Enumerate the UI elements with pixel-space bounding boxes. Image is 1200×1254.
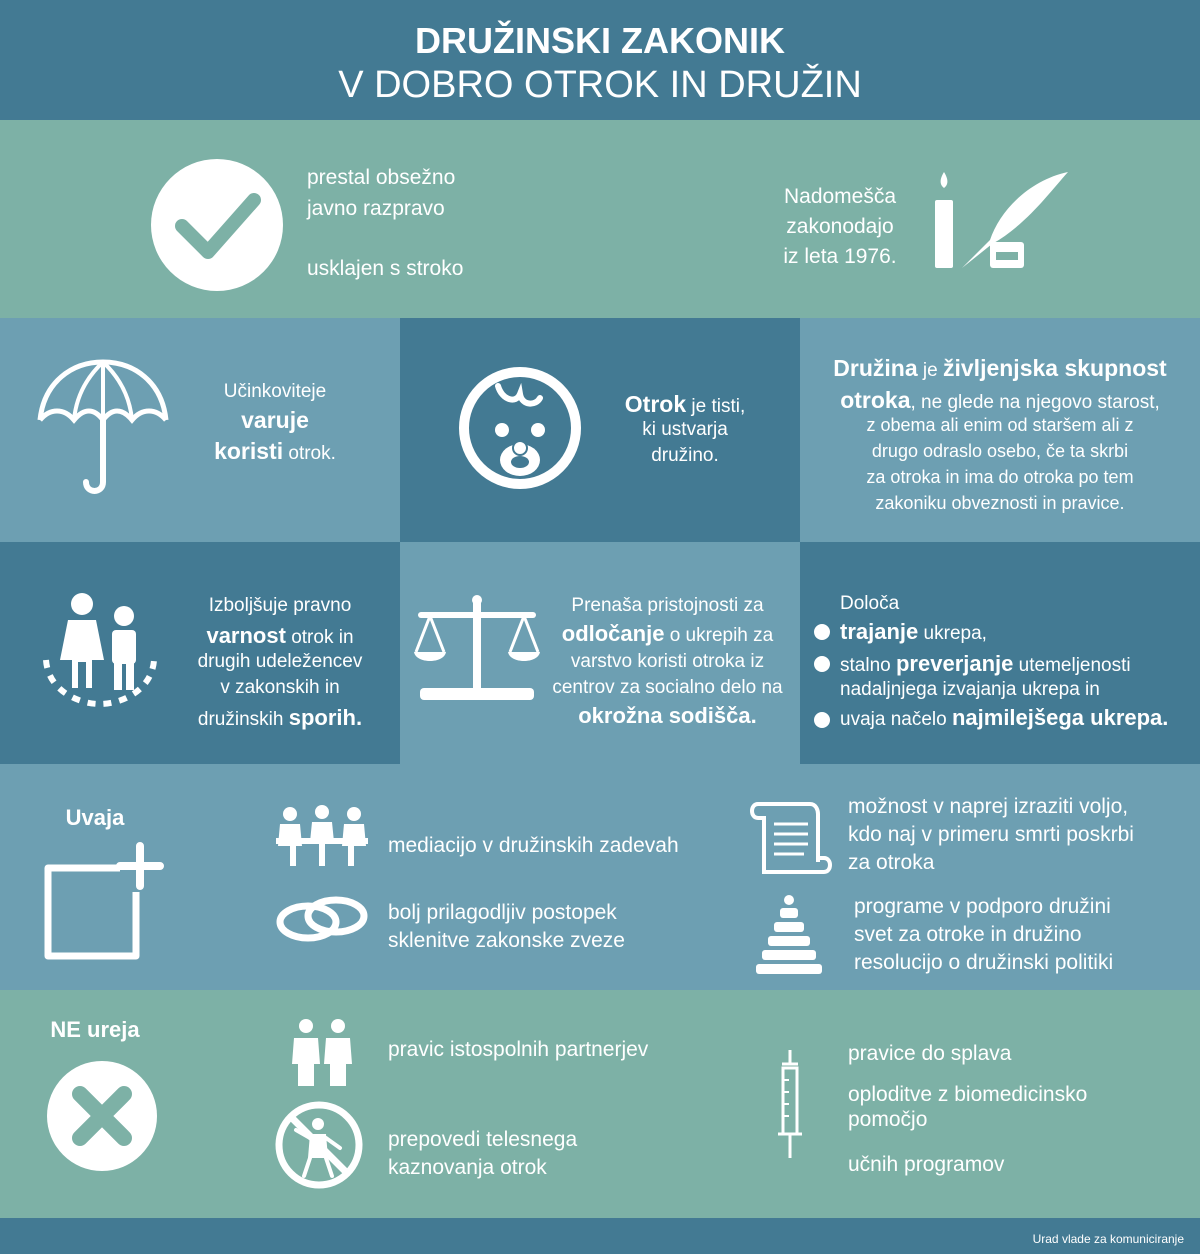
courts-text-3: varstvo koristi otroka iz — [570, 651, 765, 672]
family-text-1-mid: je — [917, 360, 943, 381]
courts-text-2-bold: odločanje — [561, 621, 665, 646]
family-text-2-bold: otroka — [840, 387, 911, 413]
courts-text-2-rest: o ukrepih za — [664, 625, 774, 646]
same-sex-couple-icon — [290, 1018, 354, 1088]
wedding-rings-icon — [276, 892, 368, 944]
introduces-label: Uvaja — [65, 805, 125, 830]
courts-text-4: centrov za socialno delo na — [552, 677, 783, 698]
family-text-2-rest: , ne glede na njegovo starost, — [910, 392, 1160, 413]
umbrella-text-3 — [180, 437, 370, 466]
child-text-2: ki ustvarja — [642, 419, 728, 440]
x-circle-icon — [46, 1060, 158, 1172]
family-text-3: z obema ali enim od staršem ali z — [866, 415, 1134, 435]
bullet-dot-2 — [814, 656, 830, 672]
page-subtitle: V DOBRO OTROK IN DRUŽIN — [338, 64, 862, 106]
child-text-3: družino. — [651, 445, 719, 466]
approval-text-3: usklajen s stroko — [307, 257, 464, 280]
checkmark-icon — [150, 158, 284, 292]
replace-text-1: Nadomešča — [783, 185, 897, 208]
security-text-1: Izboljšuje pravno — [208, 595, 352, 616]
stacking-rings-icon — [756, 894, 822, 974]
candle-quill-icon — [930, 170, 1070, 270]
mediation-text: mediacijo v družinskih zadevah — [388, 834, 679, 857]
no-punishment-icon — [274, 1100, 364, 1190]
family-text-1 — [800, 354, 1200, 383]
family-text-1-bold-b: življenjska skupnost — [943, 355, 1167, 381]
not-regulated-label: NE ureja — [50, 1017, 140, 1042]
security-text-5 — [170, 704, 390, 732]
same-sex-text: pravic istospolnih partnerjev — [388, 1038, 649, 1061]
will-text-3: za otroka — [848, 851, 935, 874]
programs-text-1: programe v podporo družini — [854, 895, 1111, 918]
courts-text-1: Prenaša pristojnosti za — [571, 595, 764, 616]
security-text-3: drugih udeležencev — [197, 651, 363, 672]
security-text-2-rest: otrok in — [285, 627, 354, 648]
ivf-text-1: oploditve z biomedicinsko — [848, 1083, 1088, 1106]
curriculum-text: učnih programov — [848, 1153, 1005, 1176]
courts-text-5: okrožna sodišča. — [578, 703, 757, 728]
baby-icon — [458, 366, 582, 490]
ivf-text-2: pomočjo — [848, 1108, 928, 1131]
defines-bullet-3-bold: najmilejšega ukrepa. — [951, 705, 1169, 730]
family-text-6: zakoniku obveznosti in pravice. — [875, 493, 1125, 513]
defines-bullet-3-a: uvaja načelo — [840, 709, 952, 730]
marriage-text-2: sklenitve zakonske zveze — [388, 929, 625, 952]
add-box-icon — [40, 842, 164, 962]
defines-bullet-1-rest: ukrepa, — [918, 623, 987, 644]
page-title: DRUŽINSKI ZAKONIK — [415, 20, 785, 61]
abortion-text: pravice do splava — [848, 1042, 1012, 1065]
defines-heading: Določa — [840, 593, 900, 614]
syringe-icon — [776, 1050, 804, 1160]
footer-credit: Urad vlade za komuniciranje — [1032, 1232, 1184, 1246]
umbrella-text-2: varuje — [241, 407, 309, 433]
security-text-5-bold: sporih. — [288, 705, 363, 730]
programs-text-3: resolucijo o družinski politiki — [854, 951, 1114, 974]
umbrella-text-1: Učinkoviteje — [223, 381, 327, 402]
scales-icon — [412, 594, 542, 702]
security-text-2-bold: varnost — [206, 623, 286, 648]
defines-bullet-2 — [840, 650, 1131, 678]
security-text-4: v zakonskih in — [220, 677, 340, 698]
child-text-1-bold: Otrok — [624, 391, 687, 417]
defines-bullet-2-c: utemeljenosti — [1013, 655, 1131, 676]
family-text-1-bold-a: Družina — [833, 355, 918, 381]
marriage-text-1: bolj prilagodljiv postopek — [388, 901, 617, 924]
punishment-text-2: kaznovanja otrok — [388, 1156, 547, 1179]
footer-band — [0, 1218, 1200, 1254]
bullet-dot-3 — [814, 712, 830, 728]
defines-bullet-1-bold: trajanje — [840, 619, 919, 644]
defines-bullet-2-a: stalno — [840, 655, 896, 676]
defines-bullet-2-cont: nadaljnjega izvajanja ukrepa in — [840, 679, 1100, 700]
programs-text-2: svet za otroke in družino — [854, 923, 1082, 946]
family-text-2 — [800, 386, 1200, 415]
will-text-2: kdo naj v primeru smrti poskrbi — [848, 823, 1134, 846]
courts-text-2 — [535, 620, 800, 648]
mediation-icon — [276, 806, 368, 866]
punishment-text-1: prepovedi telesnega — [388, 1128, 578, 1151]
umbrella-text-3-bold: koristi — [214, 438, 284, 464]
will-text-1: možnost v naprej izraziti voljo, — [848, 795, 1129, 818]
children-circle-icon — [38, 590, 162, 710]
bullet-dot-1 — [814, 624, 830, 640]
family-text-4: drugo odraslo osebo, če ta skrbi — [871, 441, 1129, 461]
approval-text-2: javno razpravo — [307, 197, 445, 220]
family-text-5: za otroka in ima do otroka po tem — [866, 467, 1134, 487]
umbrella-text-3-rest: otrok. — [283, 443, 336, 464]
replace-text-2: zakonodajo — [786, 215, 894, 238]
defines-bullet-1 — [840, 618, 987, 646]
child-text-1-rest: je tisti, — [686, 396, 746, 417]
child-text-1 — [600, 390, 770, 419]
replace-text-3: iz leta 1976. — [783, 245, 897, 268]
security-text-2 — [170, 622, 390, 650]
approval-text-1: prestal obsežno — [307, 166, 456, 189]
defines-bullet-3 — [840, 704, 1168, 732]
security-text-5-rest: družinskih — [197, 709, 289, 730]
defines-bullet-2-bold: preverjanje — [895, 651, 1014, 676]
umbrella-icon — [36, 358, 170, 498]
scroll-icon — [748, 800, 832, 876]
